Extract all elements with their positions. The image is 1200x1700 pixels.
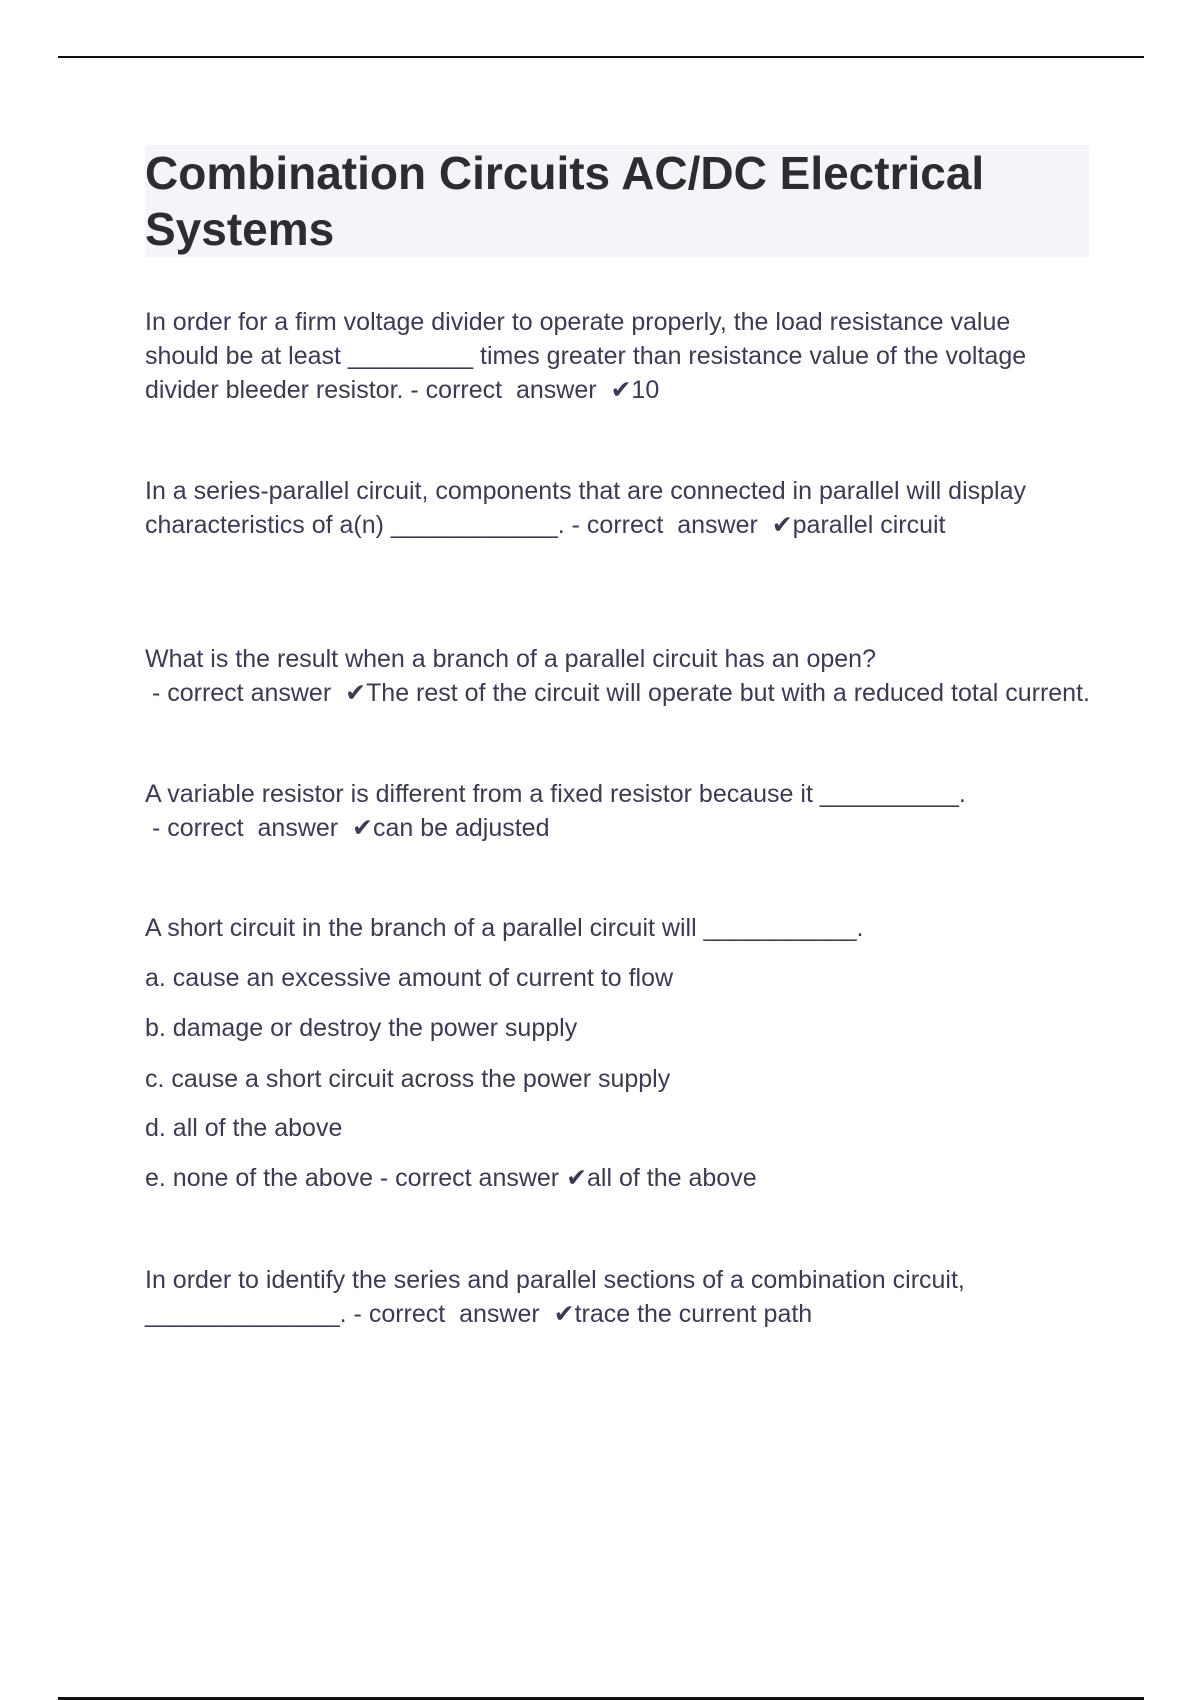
qa-item-1 (145, 305, 1090, 407)
answer-text: parallel circuit (792, 511, 946, 539)
option-e-text: e. none of the above (145, 1164, 373, 1192)
option-a: a. cause an excessive amount of current to flow (145, 964, 674, 992)
qa-item-6 (145, 1263, 1090, 1331)
check-icon: ✔ (352, 814, 373, 842)
question-text: In a series-parallel circuit, components that are connected in parallel will display characteristics of a(n) ____________. (145, 477, 1026, 539)
answer-text: The rest of the circuit will operate but with a reduced total current. (366, 679, 1090, 707)
qa-item-3 (145, 642, 1090, 710)
answer-separator: - correct answer (372, 1164, 567, 1192)
question-text: A variable resistor is different from a fixed resistor because it __________. (145, 780, 966, 808)
answer-text: trace the current path (574, 1300, 813, 1328)
qa-item-2 (145, 474, 1090, 542)
option-c: c. cause a short circuit across the power supply (145, 1065, 671, 1093)
answer-separator: - correct answer (145, 814, 352, 842)
qa-item-4 (145, 777, 1090, 845)
top-rule (58, 56, 1144, 58)
question-text: A short circuit in the branch of a parallel circuit will ___________. (145, 914, 864, 942)
answer-separator: - correct answer (346, 1300, 554, 1328)
answer-separator: - correct answer (564, 511, 772, 539)
qa-item-5-question (145, 911, 1090, 945)
answer-text: all of the above (587, 1164, 757, 1192)
check-icon: ✔ (345, 679, 367, 707)
option-b: b. damage or destroy the power supply (145, 1014, 578, 1042)
check-icon: ✔ (553, 1300, 575, 1328)
option-e (145, 1161, 1090, 1195)
answer-text: 10 (631, 376, 660, 404)
answer-separator: - correct answer (403, 376, 611, 404)
answer-separator: - correct answer (145, 679, 346, 707)
answer-text: can be adjusted (372, 814, 550, 842)
check-icon: ✔ (566, 1164, 588, 1192)
page-title: Combination Circuits AC/DC Electrical Systems (145, 147, 985, 255)
check-icon: ✔ (771, 511, 793, 539)
question-text: What is the result when a branch of a parallel circuit has an open? (145, 645, 876, 673)
check-icon: ✔ (610, 376, 632, 404)
question-text: In order for a firm voltage divider to operate properly, the load resistance value should be at least _________ times greater than resistance value of the voltage divider bleeder resistor. (145, 308, 1027, 404)
option-d: d. all of the above (145, 1114, 343, 1142)
question-text: In order to identify the series and parallel sections of a combination circuit, ______________. (145, 1266, 965, 1328)
